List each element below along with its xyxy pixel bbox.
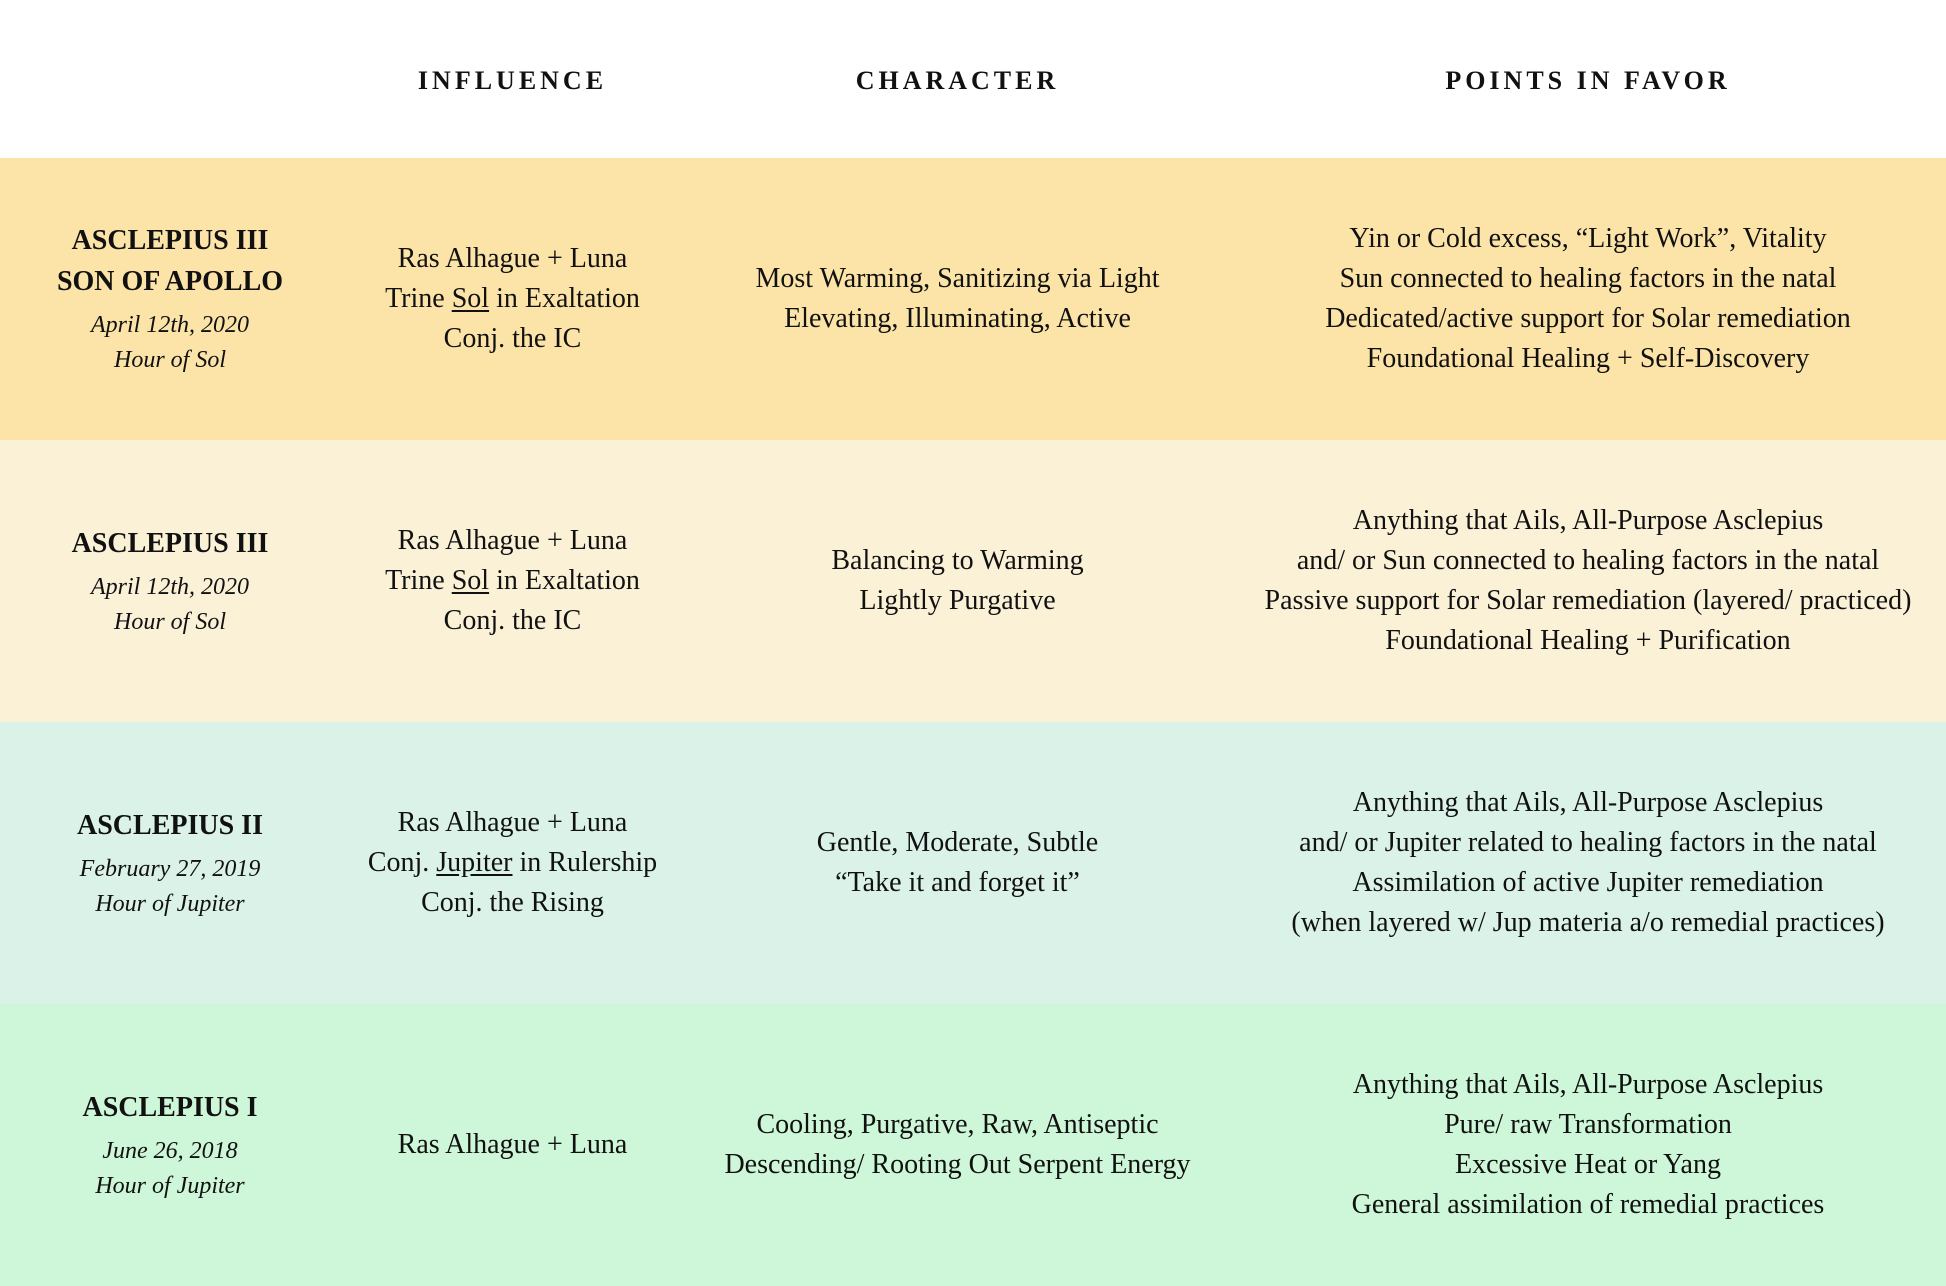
product-date-block <box>91 570 249 640</box>
influence-text: in Rulership <box>512 847 658 878</box>
character-cell <box>685 158 1230 440</box>
influence-line <box>385 279 640 319</box>
points-line: Foundational Healing + Purification <box>1385 625 1791 656</box>
column-header-influence: INFLUENCE <box>417 66 608 95</box>
product-name: ASCLEPIUS III <box>71 225 269 256</box>
product-date-block <box>95 1134 244 1204</box>
influence-text: Conj. the IC <box>443 323 582 354</box>
character-cell <box>685 1004 1230 1286</box>
points-line: Pure/ raw Transformation <box>1444 1109 1732 1140</box>
character-line: Elevating, Illuminating, Active <box>784 303 1131 334</box>
character-line: Cooling, Purgative, Raw, Antiseptic <box>756 1109 1159 1140</box>
product-name: ASCLEPIUS II <box>77 809 263 841</box>
points-in-favor-cell <box>1230 722 1946 1004</box>
product-name-cell <box>0 440 340 722</box>
product-date-block <box>91 308 249 378</box>
character-line: Gentle, Moderate, Subtle <box>816 827 1099 858</box>
points-line: Anything that Ails, All-Purpose Asclepius <box>1352 1069 1824 1100</box>
influence-text: Ras Alhague + Luna <box>397 525 628 556</box>
product-date: April 12th, 2020 <box>90 312 249 338</box>
points-line: Anything that Ails, All-Purpose Asclepius <box>1352 787 1824 818</box>
influence-cell <box>340 1004 685 1286</box>
character-line: Lightly Purgative <box>859 585 1056 616</box>
product-name: SON OF APOLLO <box>56 266 284 297</box>
product-date: February 27, 2019 <box>79 855 261 882</box>
points-line: Excessive Heat or Yang <box>1455 1149 1721 1180</box>
points-line: Yin or Cold excess, “Light Work”, Vitality <box>1349 223 1827 254</box>
influence-cell <box>340 440 685 722</box>
influence-text: in Exaltation <box>489 565 640 596</box>
influence-line <box>368 843 657 883</box>
character-cell <box>685 722 1230 1004</box>
points-line: Passive support for Solar remediation (layered/ practiced) <box>1264 585 1912 616</box>
product-name: ASCLEPIUS III <box>71 527 269 559</box>
character-line: Balancing to Warming <box>831 545 1084 576</box>
influence-text: Ras Alhague + Luna <box>397 243 628 274</box>
planet-name: Sol <box>451 283 490 314</box>
table-row <box>0 722 1946 1004</box>
column-header-points-in-favor: POINTS IN FAVOR <box>1445 66 1731 95</box>
product-name-cell <box>0 158 340 440</box>
table-header <box>0 0 1946 158</box>
influence-line <box>398 521 628 561</box>
influence-line <box>385 561 640 601</box>
character-line: “Take it and forget it” <box>835 867 1080 898</box>
points-line: and/ or Sun connected to healing factors in the natal <box>1296 545 1880 576</box>
points-line: and/ or Jupiter related to healing factors in the natal <box>1299 827 1877 858</box>
influence-line <box>398 803 628 843</box>
table-row <box>0 158 1946 440</box>
product-name: ASCLEPIUS I <box>82 1091 258 1123</box>
column-header-character: CHARACTER <box>855 66 1060 95</box>
points-line: Assimilation of active Jupiter remediation <box>1352 867 1824 898</box>
product-name-cell <box>0 1004 340 1286</box>
product-date: June 26, 2018 <box>102 1137 238 1164</box>
influence-line <box>444 319 582 359</box>
influence-line <box>398 239 628 279</box>
influence-text: Conj. <box>367 847 437 878</box>
table-row <box>0 440 1946 722</box>
influence-text: Conj. the IC <box>443 605 582 636</box>
character-line: Descending/ Rooting Out Serpent Energy <box>724 1149 1191 1180</box>
points-in-favor-cell <box>1230 1004 1946 1286</box>
points-line: Foundational Healing + Self-Discovery <box>1366 343 1810 374</box>
influence-text: Conj. the Rising <box>421 887 604 918</box>
product-hour: Hour of Jupiter <box>95 1172 245 1199</box>
influence-text: in Exaltation <box>489 283 640 314</box>
product-date: April 12th, 2020 <box>90 573 249 600</box>
product-hour: Hour of Sol <box>113 347 226 373</box>
planet-name: Jupiter <box>436 847 513 878</box>
table-row <box>0 1004 1946 1286</box>
influence-cell <box>340 158 685 440</box>
influence-text: Ras Alhague + Luna <box>397 1129 628 1160</box>
influence-line <box>444 601 582 641</box>
product-name-cell <box>0 722 340 1004</box>
influence-line <box>421 883 604 923</box>
points-in-favor-cell <box>1230 158 1946 440</box>
influence-text: Trine <box>385 283 452 314</box>
points-line: (when layered w/ Jup materia a/o remedial practices) <box>1291 907 1885 938</box>
product-date-block <box>80 852 261 922</box>
character-cell <box>685 440 1230 722</box>
product-hour: Hour of Jupiter <box>95 890 245 917</box>
points-line: Sun connected to healing factors in the natal <box>1339 263 1837 294</box>
points-line: General assimilation of remedial practices <box>1351 1189 1825 1220</box>
points-in-favor-cell <box>1230 440 1946 722</box>
influence-cell <box>340 722 685 1004</box>
influence-line <box>398 1125 628 1165</box>
points-line: Dedicated/active support for Solar remediation <box>1325 303 1851 334</box>
character-line: Most Warming, Sanitizing via Light <box>755 263 1160 294</box>
influence-text: Trine <box>385 565 452 596</box>
product-hour: Hour of Sol <box>113 608 226 635</box>
influence-text: Ras Alhague + Luna <box>397 807 628 838</box>
planet-name: Sol <box>451 565 490 596</box>
points-line: Anything that Ails, All-Purpose Asclepius <box>1352 505 1824 536</box>
